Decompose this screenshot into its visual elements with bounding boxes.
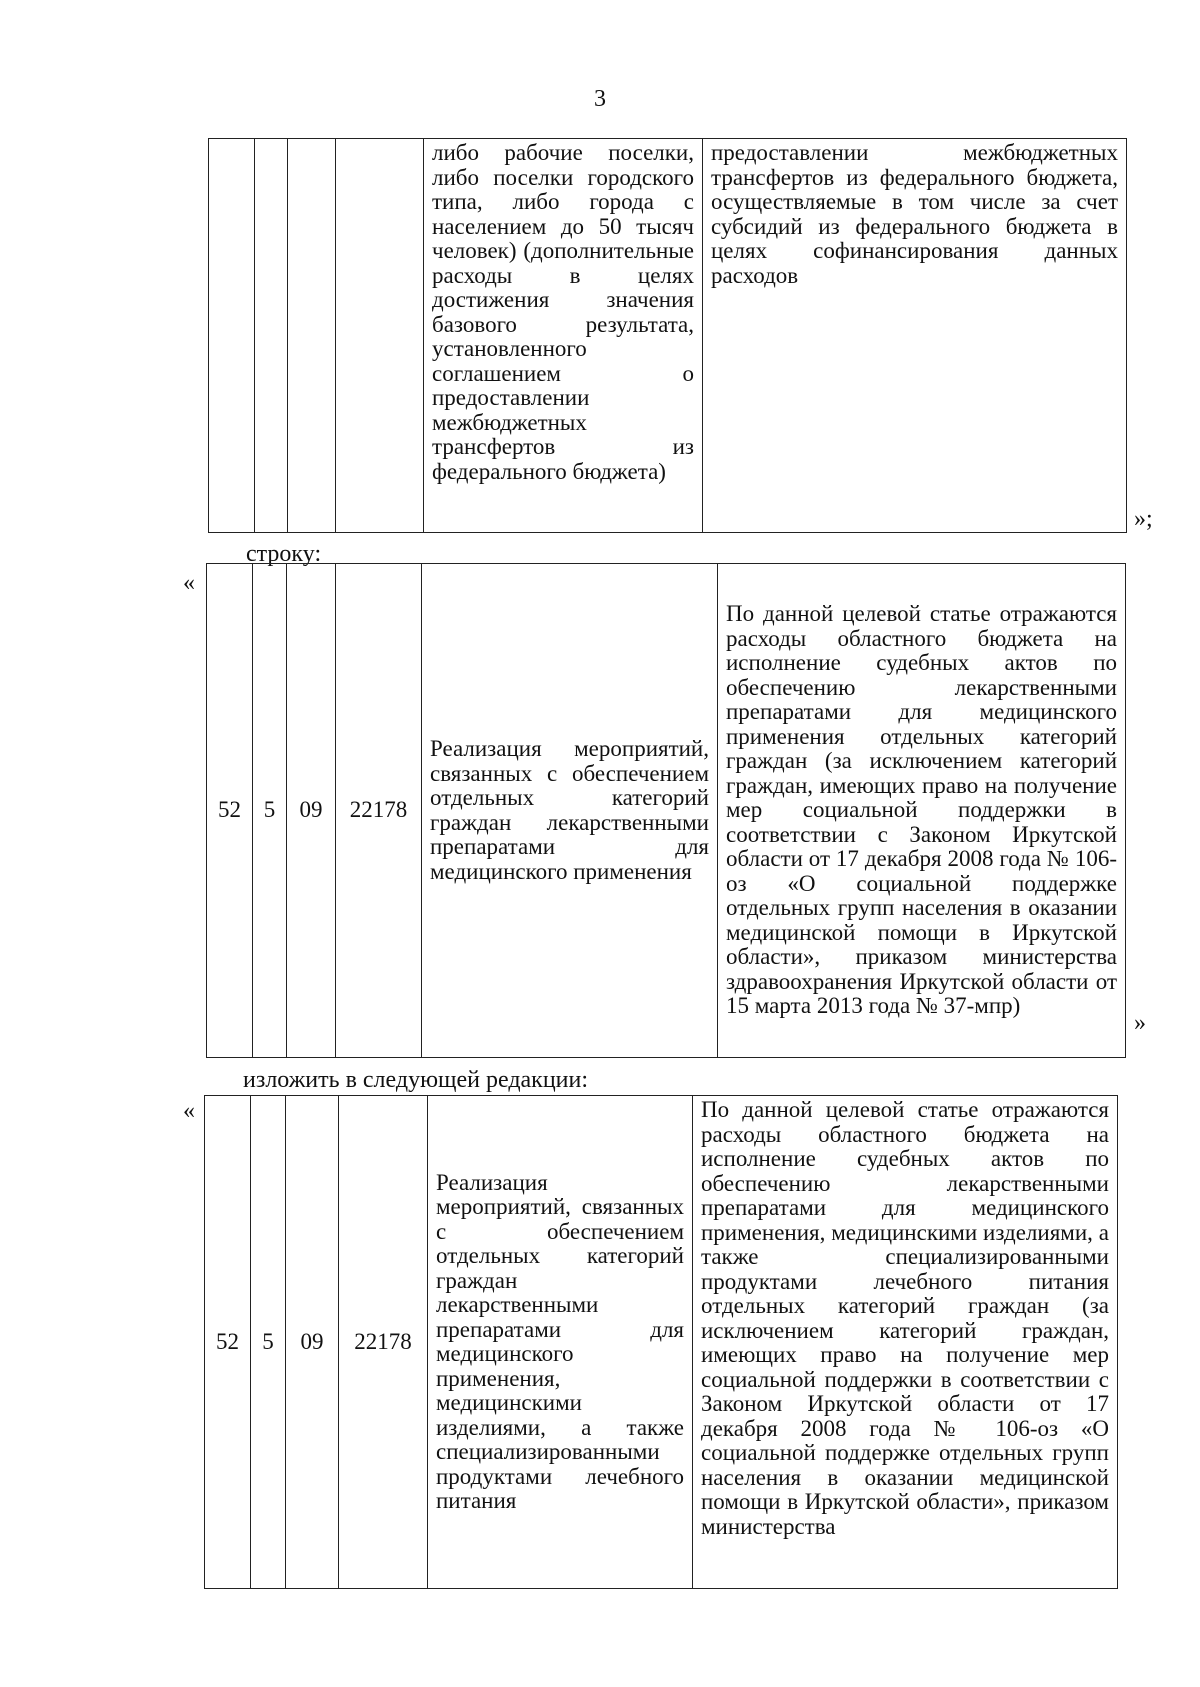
table-new-row [204, 1095, 1118, 1589]
item-name-text: Реализация мероприятий, связанных с обеспечением отдельных категорий граждан лекарственными препаратами для медицинского применения, медицинскими изделиями, а также специализированными продуктами лечебного питания [436, 1169, 684, 1513]
code-cell-2: 5 [251, 1096, 286, 1589]
name-cell [424, 139, 703, 533]
code-cell-1 [209, 139, 255, 533]
code-cell-4 [336, 139, 424, 533]
table-old-row [206, 563, 1126, 1058]
closing-quote: »; [1134, 506, 1153, 532]
code-cell-1: 52 [207, 564, 253, 1058]
label-row-word: строку: [246, 541, 322, 567]
table-row [205, 1096, 1118, 1589]
item-description-text: По данной целевой статье отражаются расходы областного бюджета на исполнение судебных актов по обеспечению лекарственными препаратами для медицинского применения, медицинскими изделиями, а также специализированными продуктами лечебного питания отдельных категорий граждан (за исключением категорий граждан, имеющих право на получение мер социальной поддержки в соответствии с Законом Иркутской области от 17 декабря 2008 года № 106-оз «О социальной поддержке отдельных групп населения в оказании медицинской помощи в Иркутской области», приказом министерства [701, 1097, 1109, 1539]
code-cell-1: 52 [205, 1096, 251, 1589]
item-description-text: предоставлении межбюджетных трансфертов из федерального бюджета, осуществляемые в том числе за счет субсидий из федерального бюджета в целях софинансирования данных расходов [711, 140, 1118, 288]
name-cell [428, 1096, 693, 1589]
code-cell-2: 5 [253, 564, 287, 1058]
description-cell [693, 1096, 1118, 1589]
table-continuation [208, 138, 1127, 533]
closing-quote: » [1134, 1010, 1146, 1036]
table-row [209, 139, 1127, 533]
code-cell-2 [255, 139, 288, 533]
page-number: 3 [594, 86, 606, 112]
opening-quote: « [183, 570, 195, 596]
item-name-text: либо рабочие поселки, либо поселки городского типа, либо города с населением до 50 тысяч человек) (дополнительные расходы в целях достижения значения базового результата, установленного соглашением о предоставлении межбюджетных трансфертов из федерального бюджета) [432, 140, 694, 484]
description-cell [718, 564, 1126, 1058]
code-cell-3 [288, 139, 336, 533]
opening-quote: « [183, 1098, 195, 1124]
code-cell-4: 22178 [336, 564, 422, 1058]
item-name-text: Реализация мероприятий, связанных с обеспечением отдельных категорий граждан лекарственными препаратами для медицинского применения [430, 736, 709, 884]
code-cell-3: 09 [286, 1096, 339, 1589]
table-row [207, 564, 1126, 1058]
code-cell-4: 22178 [339, 1096, 428, 1589]
name-cell [422, 564, 718, 1058]
item-description-text: По данной целевой статье отражаются расходы областного бюджета на исполнение судебных актов по обеспечению лекарственными препаратами для медицинского применения отдельных категорий граждан (за исключением категорий граждан, имеющих право на получение мер социальной поддержки в соответствии с Законом Иркутской области от 17 декабря 2008 года № 106-оз «О социальной поддержке отдельных групп населения в оказании медицинской помощи в Иркутской области», приказом министерства здравоохранения Иркутской области от 15 марта 2013 года № 37-мпр) [726, 601, 1117, 1019]
code-cell-3: 09 [287, 564, 336, 1058]
label-edit-instruction: изложить в следующей редакции: [243, 1067, 589, 1093]
description-cell [703, 139, 1127, 533]
